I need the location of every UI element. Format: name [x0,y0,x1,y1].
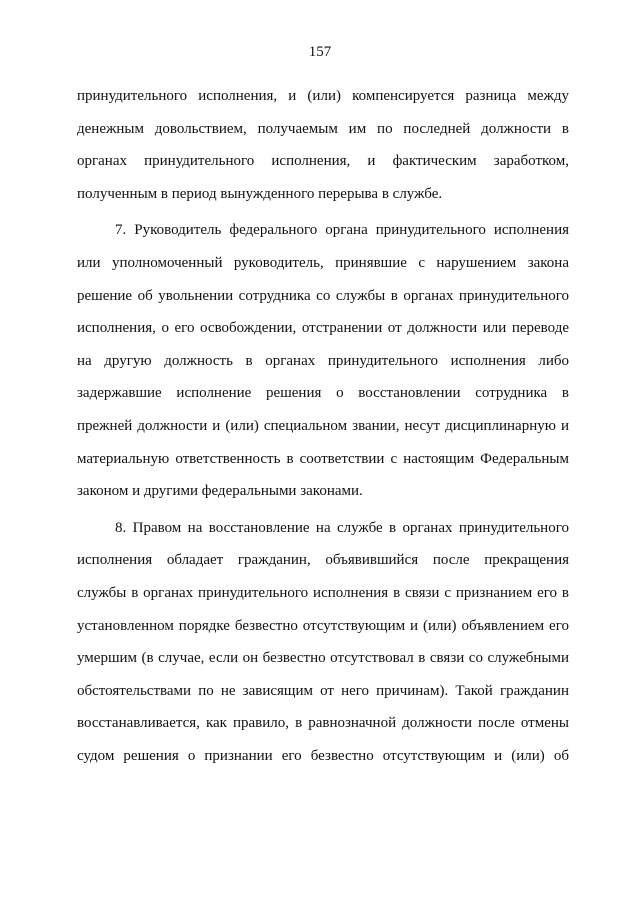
text-line: прежней должности и (или) специальном звании, несут дисциплинарную и [77,417,569,434]
text-line: исполнения обладает гражданин, объявившийся после прекращения [77,552,569,569]
text-line: задержавшие исполнение решения о восстановлении сотрудника в [77,385,569,402]
text-line: восстанавливается, как правило, в равнозначной должности после отмены [77,715,569,732]
text-line: решение об увольнении сотрудника со службы в органах принудительного [77,287,569,304]
page-number: 157 [308,44,332,60]
text-line: денежным довольствием, получаемым им по последней должности в [77,120,569,137]
text-line: органах принудительного исполнения, и фактическим заработком, [77,153,569,170]
paragraph-item-7 [77,214,569,507]
paragraph-item-8 [77,512,569,773]
text-line: принудительного исполнения, и (или) компенсируется разница между [77,88,569,104]
text-line: обстоятельствами по не зависящим от него причинам). Такой гражданин [77,682,569,699]
text-line: полученным в период вынужденного перерыва в службе. [77,185,443,202]
text-line: 8. Правом на восстановление на службе в органах принудительного [115,519,569,536]
text-line: исполнения, о его освобождении, отстранении от должности или переводе [77,320,569,337]
text-line: умершим (в случае, если он безвестно отсутствовал в связи со служебными [77,650,569,667]
text-line: службы в органах принудительного исполнения в связи с признанием его в [77,584,569,601]
paragraph-continuation [77,80,569,210]
text-line: судом решения о признании его безвестно отсутствующим и (или) об [77,747,569,764]
text-line: материальную ответственность в соответствии с настоящим Федеральным [77,450,569,467]
text-line: законом и другими федеральными законами. [77,483,363,500]
text-line: или уполномоченный руководитель, принявшие с нарушением закона [77,254,569,271]
text-line: на другую должность в органах принудительного исполнения либо [77,352,569,369]
text-line: установленном порядке безвестно отсутствующим и (или) объявлением его [77,617,569,634]
text-line: 7. Руководитель федерального органа принудительного исполнения [115,222,569,239]
document-body [77,80,569,772]
